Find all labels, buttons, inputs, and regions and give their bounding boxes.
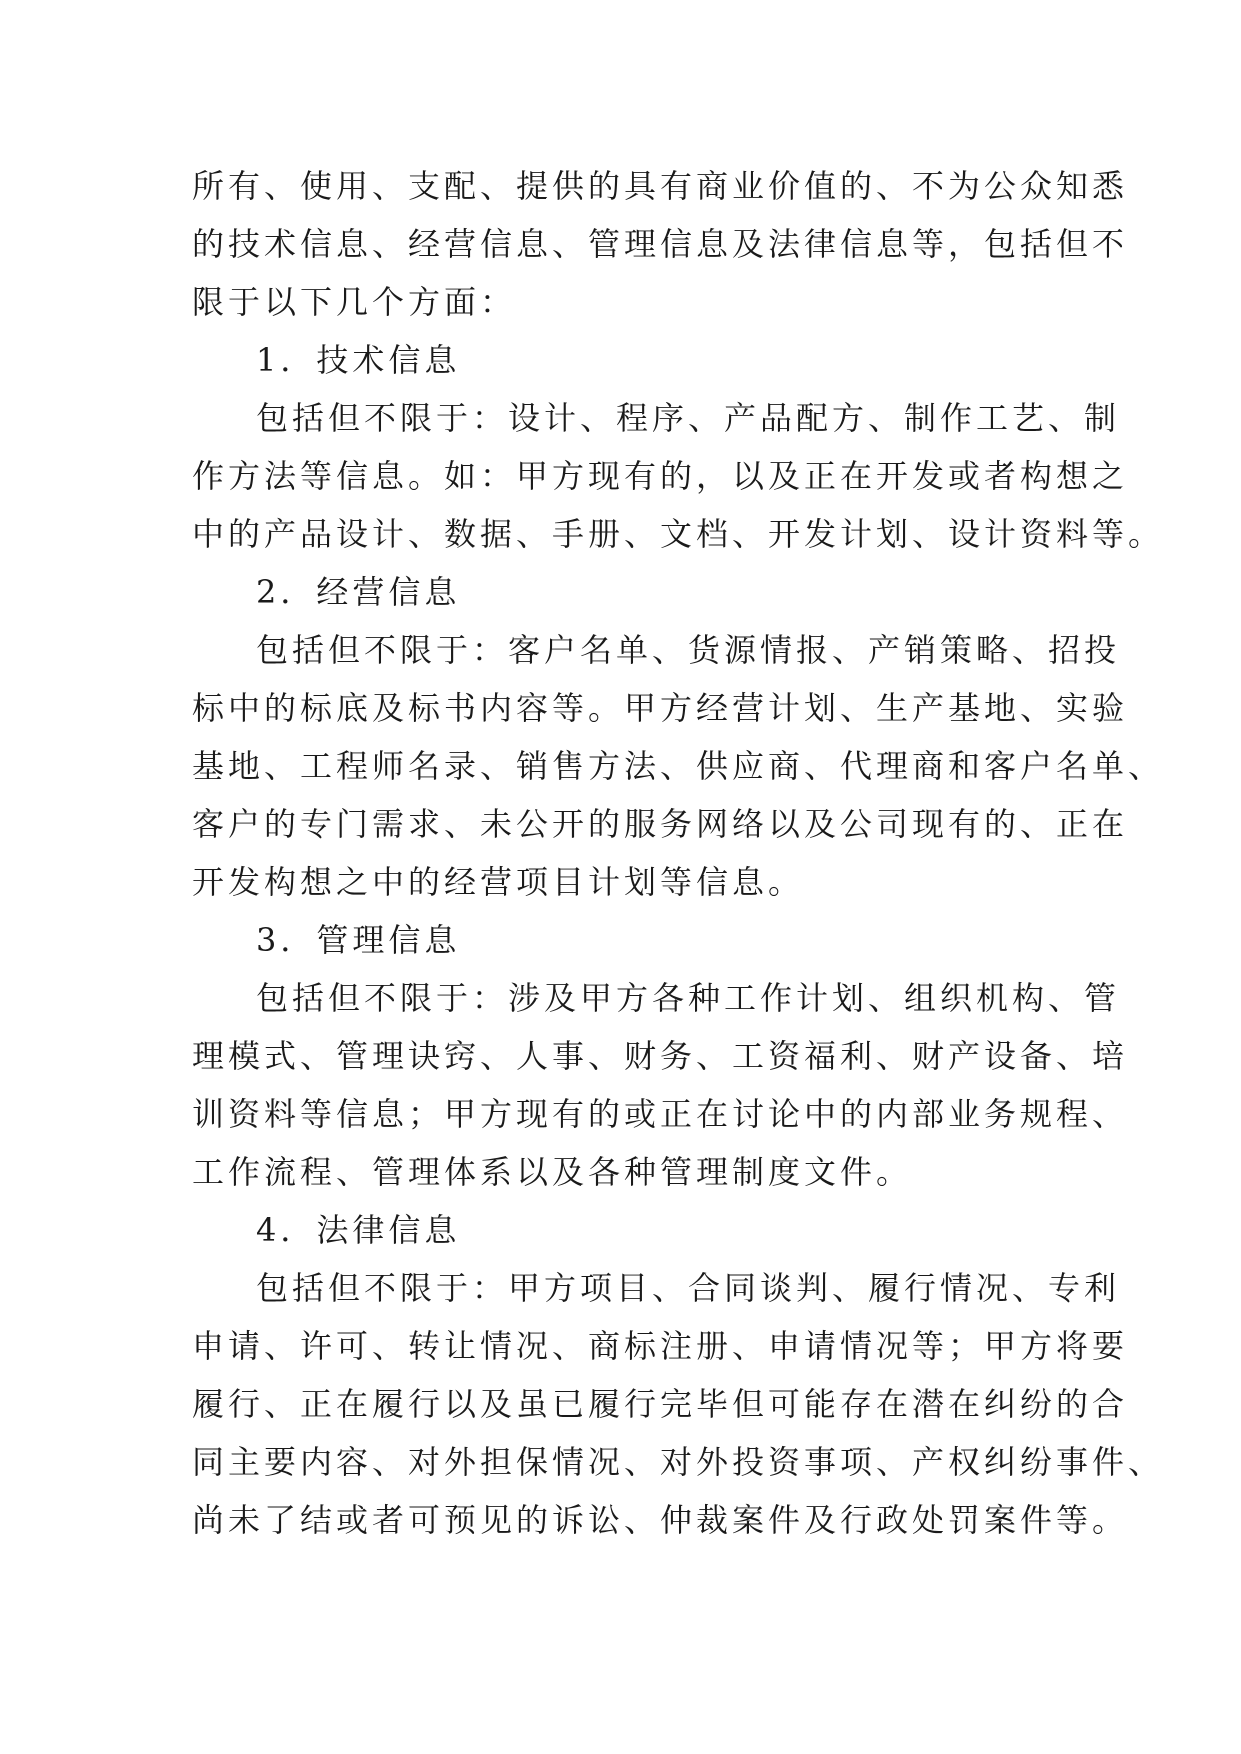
body-line: 工作流程、管理体系以及各种管理制度文件。: [192, 1153, 913, 1191]
body-line: 客户的专门需求、未公开的服务网络以及公司现有的、正在: [192, 805, 1129, 843]
section-heading-business-info: 2．经营信息: [256, 573, 461, 611]
body-line: 尚未了结或者可预见的诉讼、仲裁案件及行政处罚案件等。: [192, 1501, 1129, 1539]
document-body: [192, 157, 1165, 1549]
body-line: 中的产品设计、数据、手册、文档、开发计划、设计资料等。: [192, 515, 1165, 553]
body-line: 包括但不限于：客户名单、货源情报、产销策略、招投: [256, 631, 1121, 669]
body-line: 限于以下几个方面：: [192, 283, 517, 321]
body-line: 包括但不限于：甲方项目、合同谈判、履行情况、专利: [256, 1269, 1121, 1307]
body-line: 标中的标底及标书内容等。甲方经营计划、生产基地、实验: [192, 689, 1129, 727]
body-line: 履行、正在履行以及虽已履行完毕但可能存在潜在纠纷的合: [192, 1385, 1129, 1423]
body-line: 包括但不限于：涉及甲方各种工作计划、组织机构、管: [256, 979, 1121, 1017]
body-line: 开发构想之中的经营项目计划等信息。: [192, 863, 805, 901]
body-line: 所有、使用、支配、提供的具有商业价值的、不为公众知悉: [192, 167, 1129, 205]
body-line: 包括但不限于：设计、程序、产品配方、制作工艺、制: [256, 399, 1121, 437]
section-heading-technical-info: 1．技术信息: [256, 341, 461, 379]
body-line: 训资料等信息；甲方现有的或正在讨论中的内部业务规程、: [192, 1095, 1129, 1133]
body-line: 理模式、管理诀窍、人事、财务、工资福利、财产设备、培: [192, 1037, 1129, 1075]
section-heading-legal-info: 4．法律信息: [256, 1211, 461, 1249]
body-line: 作方法等信息。如：甲方现有的，以及正在开发或者构想之: [192, 457, 1129, 495]
section-heading-management-info: 3．管理信息: [256, 921, 461, 959]
body-line: 的技术信息、经营信息、管理信息及法律信息等，包括但不: [192, 225, 1129, 263]
body-line: 申请、许可、转让情况、商标注册、申请情况等；甲方将要: [192, 1327, 1129, 1365]
body-line: 同主要内容、对外担保情况、对外投资事项、产权纠纷事件、: [192, 1443, 1165, 1481]
body-line: 基地、工程师名录、销售方法、供应商、代理商和客户名单、: [192, 747, 1165, 785]
